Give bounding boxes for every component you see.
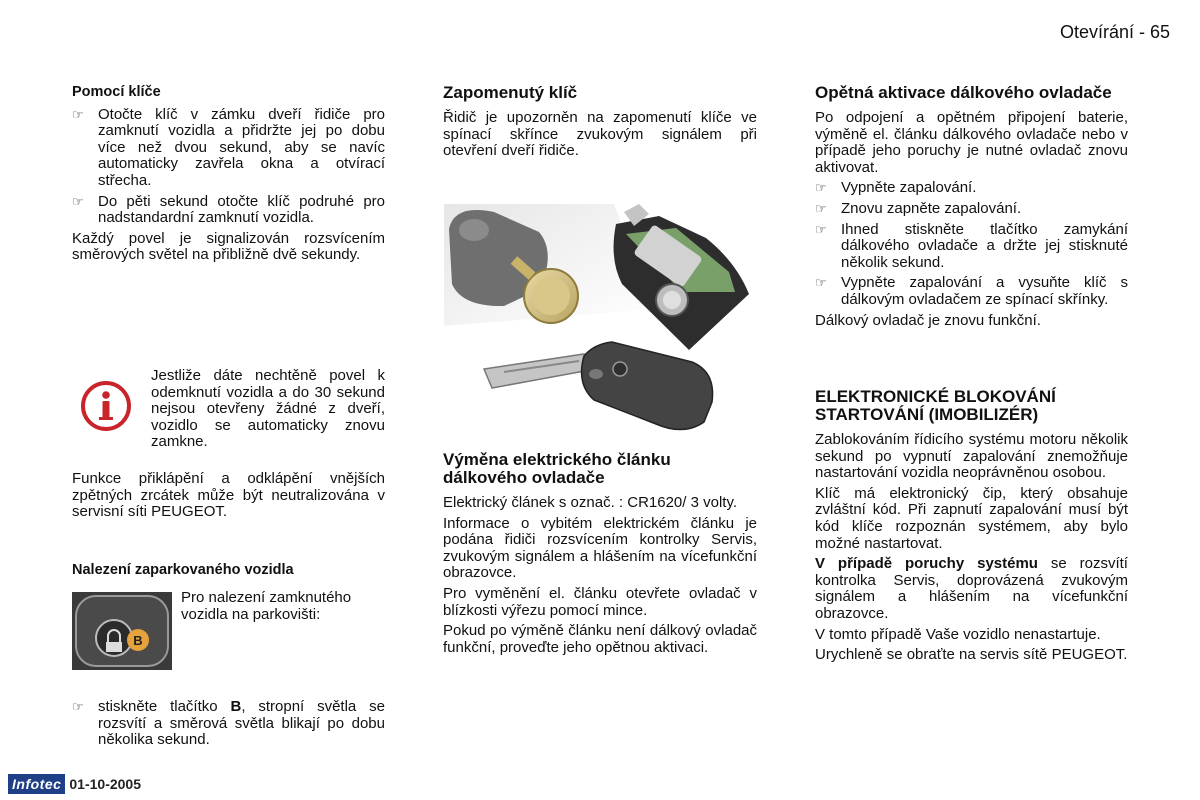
paragraph: Klíč má elektronický čip, který obsahuje zvláštní kód. Při zapnutí zapalování musí být kód klíče rozpoznán systémem, aby bylo možné nastartovat. — [815, 484, 1128, 552]
pointing-hand-icon: ☞ — [72, 193, 84, 209]
column-2-battery — [443, 451, 757, 660]
paragraph: Informace o vybitém elektrickém článku je podána řidiči rozsvícením kontrolky Servis, zvukovým signálem a hlášením na vícefunkční obrazovce. — [443, 514, 757, 582]
key-button-image — [72, 592, 172, 670]
infotec-logo: Infotec — [8, 774, 65, 794]
paragraph: Dálkový ovladač je znovu funkční. — [815, 311, 1041, 329]
info-icon — [80, 380, 132, 432]
pointing-hand-icon: ☞ — [72, 699, 84, 714]
heading-key: Pomocí klíče — [72, 84, 161, 100]
pointing-hand-icon: ☞ — [72, 106, 84, 122]
column-2 — [443, 84, 757, 164]
page-header: Otevírání - 65 — [1059, 22, 1170, 42]
heading-immobilizer: ELEKTRONICKÉ BLOKOVÁNÍ STARTOVÁNÍ (IMOBILIZÉR) — [815, 387, 1056, 424]
paragraph: Řidič je upozorněn na zapomenutí klíče ve spínací skřínce zvukovým signálem při otevření dveří řidiče. — [443, 109, 757, 160]
paragraph: Každý povel je signalizován rozsvícením směrových světel na přibližně dvě sekundy. — [72, 229, 385, 264]
list-item: ☞ Do pěti sekund otočte klíč podruhé pro nadstandardní zamknutí vozidla. — [72, 192, 385, 227]
heading-reactivate: Opětná aktivace dálkového ovladače — [815, 83, 1112, 102]
paragraph: V tomto případě Vaše vozidlo nenastartuje. — [815, 625, 1101, 643]
list-item: ☞ Vypněte zapalování a vysuňte klíč s dálkovým ovladačem ze spínací skřínky. — [815, 274, 1128, 308]
find-text: Pro nalezení zamknutého vozidla na parkovišti: — [181, 589, 352, 623]
column-3-immobilizer — [815, 388, 1128, 668]
paragraph: Elektrický článek s označ. : CR1620/ 3 volty. — [443, 494, 738, 511]
svg-text:B: B — [133, 633, 143, 648]
list-item: ☞ Ihned stiskněte tlačítko zamykání dálkového ovladače a držte jej stisknuté několik sekund. — [815, 220, 1128, 271]
pointing-hand-icon: ☞ — [815, 221, 827, 237]
paragraph: Po odpojení a opětném připojení baterie, výměně el. článku dálkového ovladače nebo v případě jeho poruchy je nutné ovladač znovu aktivovat. — [815, 109, 1128, 176]
list-item: ☞ stiskněte tlačítko B, stropní světla se rozsvítí a směrová světla blikají po dobu několika sekund. — [72, 698, 385, 749]
key-battery-illustration — [444, 204, 764, 444]
heading-forgot: Zapomenutý klíč — [443, 83, 578, 102]
list-item: ☞ Vypněte zapalování. — [815, 179, 977, 197]
paragraph: Urychleně se obraťte na servis sítě PEUGEOT. — [815, 646, 1128, 664]
footer — [8, 774, 141, 794]
paragraph: Funkce přiklápění a odklápění vnějších zpětných zrcátek může být neutralizována v servisní síti PEUGEOT. — [72, 470, 385, 521]
pointing-hand-icon: ☞ — [815, 275, 827, 291]
info-note: Jestliže dáte nechtěně povel k odemknutí vozidla a do 30 sekund nejsou otevřeny žádné z dveří, vozidlo se automaticky znovu zamkne. — [151, 367, 385, 451]
list-item: ☞ Znovu zapněte zapalování. — [815, 199, 1022, 217]
paragraph: Zablokováním řídicího systému motoru několik sekund po vypnutí zapalování znemožňuje nastartování vozidla neoprávněnou osobou. — [815, 431, 1128, 482]
pointing-hand-icon: ☞ — [815, 180, 827, 196]
print-date: 01-10-2005 — [69, 776, 142, 792]
pointing-hand-icon: ☞ — [815, 200, 827, 216]
paragraph: Pro vyměnění el. článku otevřete ovladač v blízkosti výřezu pomocí mince. — [443, 584, 757, 619]
column-3 — [815, 84, 1128, 333]
column-1 — [72, 84, 385, 268]
heading-battery: Výměna elektrického článku dálkového ovladače — [443, 450, 671, 487]
list-item: ☞ Otočte klíč v zámku dveří řidiče pro zamknutí vozidla a přidržte jej po dobu více než dvou sekund, aby se navíc automaticky zavřela okna a otvírací střecha. — [72, 105, 385, 189]
heading-find: Nalezení zaparkovaného vozidla — [72, 562, 294, 578]
paragraph: V případě poruchy systému se rozsvítí kontrolka Servis, doprovázená zvukovým signálem a hlášením na vícefunkční obrazovce. — [815, 555, 1128, 622]
paragraph: Pokud po výměně článku není dálkový ovladač funkční, proveďte jeho opětnou aktivaci. — [443, 622, 757, 656]
